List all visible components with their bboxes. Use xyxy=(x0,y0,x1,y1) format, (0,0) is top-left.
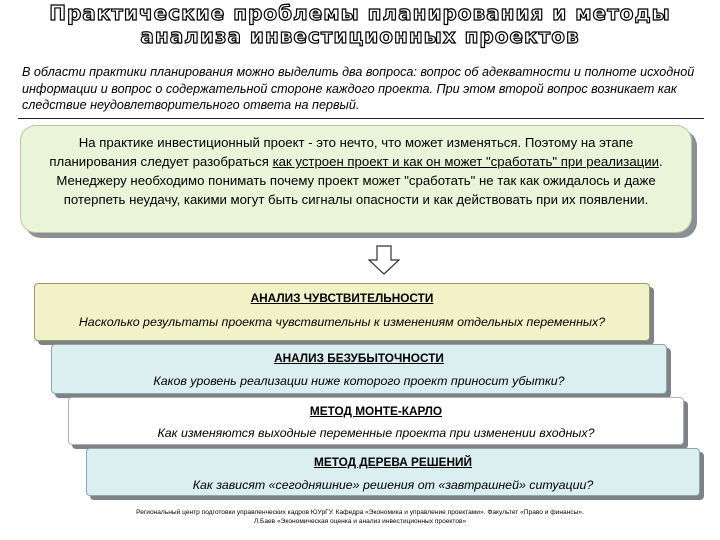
main-statement-box xyxy=(20,125,692,233)
method-heading: АНАЛИЗ БЕЗУБЫТОЧНОСТИ xyxy=(274,351,444,365)
main-statement-part-1: На практике инвестиционный проект - это нечто, что может изменяться. Поэтому на этапе планирования следует разобраться xyxy=(49,135,634,169)
down-arrow-icon xyxy=(367,245,401,275)
method-question: Насколько результаты проекта чувствительны к изменениям отдельных переменных? xyxy=(78,315,606,329)
method-heading: МЕТОД МОНТЕ-КАРЛО xyxy=(309,404,443,418)
main-statement-part-2: . Менеджеру необходимо понимать почему проект может "сработать" не так как ожидалось и даже потерпеть неудачу, какими могут быть сигналы опасности и как действовать при их появлении. xyxy=(56,154,663,207)
page-title xyxy=(0,2,720,48)
method-box-monte-carlo xyxy=(68,397,684,445)
footer xyxy=(0,508,720,526)
main-statement-underlined: как устроен проект и как он может "сработать" при реализации xyxy=(272,154,659,169)
footer-line-1: Региональный центр подготовки управленческих кадров ЮУрГУ. Кафедра «Экономика и управление проектами». Факультет «Право и финансы». xyxy=(136,509,584,516)
method-question: Как зависят «сегодняшние» решения от «завтрашней» ситуации? xyxy=(192,478,594,492)
method-heading: МЕТОД ДЕРЕВА РЕШЕНИЙ xyxy=(314,455,472,469)
page-title-line-2: анализа инвестиционных проектов xyxy=(140,24,580,48)
method-box-sensitivity xyxy=(34,283,650,341)
divider xyxy=(18,118,704,119)
page-title-line-1: Практические проблемы планирования и методы xyxy=(49,1,671,25)
method-box-decision-tree xyxy=(86,448,700,496)
method-box-breakeven xyxy=(51,344,667,394)
intro-paragraph: В области практики планирования можно выделить два вопроса: вопрос об адекватности и полноте исходной информации и вопрос о содержательной стороне каждого проекта. При этом второй вопрос возникает как следствие неудовлетворительного ответа на первый. xyxy=(22,65,695,112)
footer-line-2: Л.Баев «Экономическая оценка и анализ инвестиционных проектов» xyxy=(253,518,467,525)
method-question: Как изменяются выходные переменные проекта при изменении входных? xyxy=(157,426,595,440)
method-heading: АНАЛИЗ ЧУВСТВИТЕЛЬНОСТИ xyxy=(250,291,434,305)
method-question: Каков уровень реализации ниже которого проект приносит убытки? xyxy=(153,374,565,388)
